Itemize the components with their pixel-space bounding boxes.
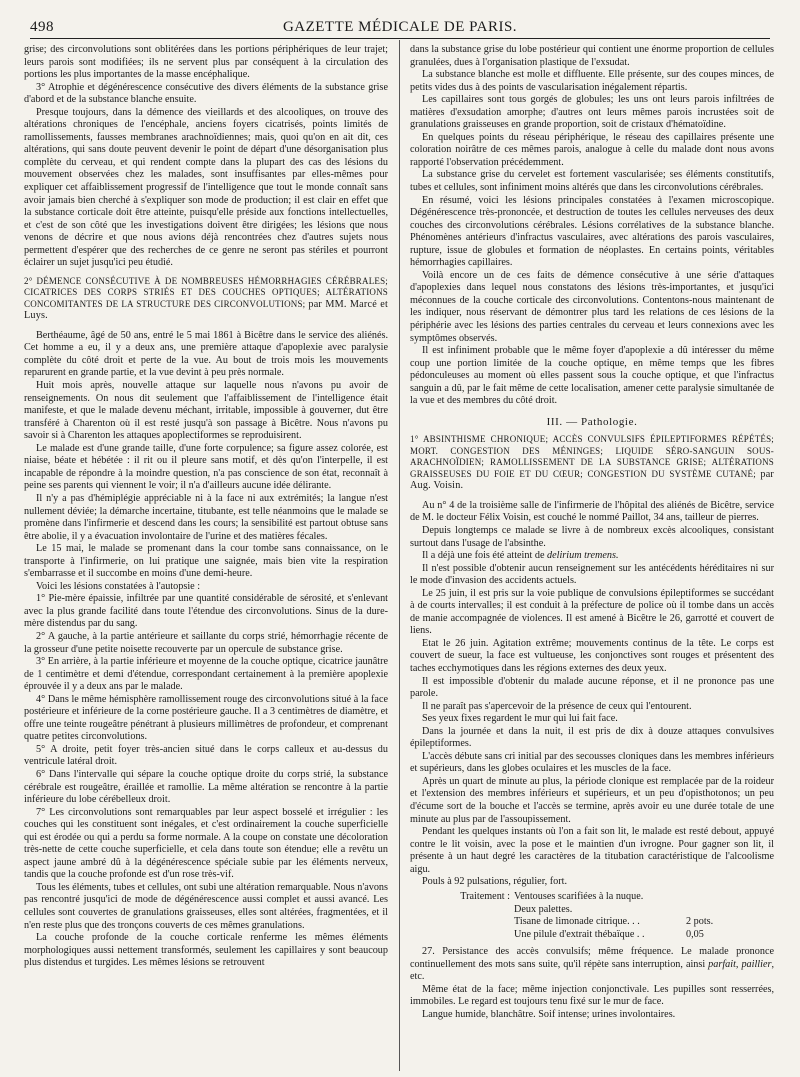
treatment-row (410, 891, 774, 904)
text-run: ainsi (685, 958, 709, 970)
treatment-label: Traitement : (460, 890, 510, 902)
paragraph: Langue humide, blanchâtre. Soif intense; urines involontaires. (422, 1008, 676, 1020)
paragraph: Presque toujours, dans la démence des vieillards et des alcooliques, on trouve des altérations chroniques de l'encéphale, anciens foyers cicatrisés, points limités de ramollissements, fausses membranes arachnoïdiennes; mais, quoi qu'on en ait dit, ces altérations, qui sans doute peuvent devenir le point de départ d'une désorganisation plus complète du cerveau, et qui rendent compte dans la plupart des cas des lésions du mouvement observées chez les malades, sont insuffisantes par elles-mêmes pour expliquer cet affaiblissement progressif de l'intelligence que tout le monde connaît sans avoir jamais bien cherché à s'expliquer son mode de production; il est clair en effet que la substance corticale doit être atteinte, puisqu'elle préside aux fonctions intellectuelles, et c'est de son côté que les investigations doivent être dirigées; les lésions que nous venons de décrire et que nous avions déjà rencontrées chez d'autres sujets nous permettent d'espérer que des recherches de ce genre ne seront pas stériles et pourront éclairer un sujet jusqu'ici peu étudié. (24, 106, 388, 269)
treatment-item: Tisane de limonade citrique. . . (514, 916, 640, 928)
treatment-dose (686, 904, 746, 917)
page-header (30, 14, 770, 39)
text-run: , etc. (410, 958, 774, 983)
paragraph: grise; des circonvolutions sont oblitérées dans les portions périphériques de leur trajet; leurs parois sont modifiées; ils ne servent plus par conséquent à la circulation des portions les plus importantes de la masse encéphalique. (24, 44, 388, 81)
paragraph: Au n° 4 de la troisième salle de l'infirmerie de l'hôpital des aliénés de Bicêtre, service de M. le docteur Félix Voisin, est couché le nommé Paillot, 34 ans, tailleur de pierres. (410, 499, 774, 524)
text-run: , (735, 958, 742, 970)
paragraph: dans la substance grise du lobe postérieur qui contient une énorme proportion de cellules granulées, dues à l'organisation plastique de l'exsudat. (410, 44, 774, 68)
paragraph: Il n'est possible d'obtenir aucun renseignement sur les antécédents héréditaires ni sur le mode d'invasion des accidents actuels. (410, 562, 774, 587)
section-title-text: 1° ABSINTHISME CHRONIQUE; ACCÈS CONVULSIFS ÉPILEPTIFORMES RÉPÉTÉS; MORT. CONGESTION DES MÉNINGES; LIQUIDE SÉRO-SANGUIN SOUS-ARACHNOÏDIEN; RAMOLLISSEMENT DE LA SUBSTANCE GRISE; ALTÉRATIONS GRAISSEUSES DU FOIE ET DU CŒUR; CONGESTION DU SYSTÈME CUTANÉ; (410, 434, 774, 479)
paragraph: Les capillaires sont tous gorgés de globules; les uns ont leurs parois infiltrées de matières d'exsudation amorphe; d'autres ont leurs mêmes parois incrustées soit de granulations graisseuses en grande proportion, soit de cristaux d'hématoïdine. (410, 94, 774, 131)
paragraph: La substance blanche est molle et diffluente. Elle présente, sur des coupes minces, de petits vides dus à des points de vascularisation inégalement répartis. (410, 69, 774, 93)
paragraph: Il est infiniment probable que le même foyer d'apoplexie a dû intéresser du même coup une portion limitée de la couche optique, en même temps que les fibres pédonculeuses au moment où elles passent sous la couche optique, et que l'infractus sanguin a dû, par le fait même de cette localisation, amener cette paralysie simultanée de la vue et des membres du côté droit. (410, 345, 774, 407)
page-number: 498 (30, 19, 54, 35)
paragraph: Le 15 mai, le malade se promenant dans la cour tombe sans connaissance, on le transporte à l'infirmerie, on lui pratique une saignée, mais bien vite la respiration s'embarrasse et il succombe en moins d'une demi-heure. (24, 543, 388, 580)
treatment-item: Une pilule d'extrait thébaïque . . (514, 929, 645, 941)
paragraph: Pouls à 92 pulsations, régulier, fort. (422, 876, 568, 888)
paragraph: Il ne paraît pas s'apercevoir de la présence de ceux qui l'entourent. (422, 700, 692, 712)
section-title-text: 2° DÉMENCE CONSÉCUTIVE À DE NOMBREUSES HÉMORRHAGIES CÉRÉBRALES; CICATRICES DES CORPS STRIÉS ET DES COUCHES OPTIQUES; ALTÉRATIONS CONCOMITANTES DE LA STRUCTURE DES CIRCONVOLUTIONS; (24, 275, 388, 309)
italic-term: parfait (708, 958, 736, 970)
paragraph: Depuis longtemps ce malade se livre à de nombreux excès alcooliques, consistant surtout dans l'usage de l'absinthe. (410, 525, 774, 549)
paragraph: En quelques points du réseau périphérique, le réseau des capillaires présente une coloration noirâtre de ces mêmes parois, analogue à celle du malade dont nous avons rapporté l'observation précédemment. (410, 131, 774, 168)
paragraph: Il n'y a pas d'hémiplégie appréciable ni à la face ni aux extrémités; la langue n'est nullement déviée; la démarche incertaine, titubante, est telle néanmoins que le malade se promène dans l'infirmerie et descend dans les cours; la sensibilité est partout obtuse sans être abolie, il y a évacuation involontaire de l'urine et des matières fécales. (24, 492, 388, 542)
paragraph (410, 946, 774, 984)
section-author: par Aug. Voisin. (410, 468, 774, 492)
paragraph: Le 25 juin, il est pris sur la voie publique de convulsions épileptiformes se succédant à de courts intervalles; il est conduit à la préfecture de police où il tombe dans un accès de manie accompagnée de violences. Il est amené à Bicêtre le 26, garrotté et couvert de liens. (410, 587, 774, 637)
paragraph: 2° A gauche, à la partie antérieure et saillante du corps strié, hémorrhagie récente de la grosseur d'une petite noisette recouverte par un opercule de substance grise. (24, 630, 388, 655)
paragraph: Tous les éléments, tubes et cellules, ont subi une altération remarquable. Nous n'avons pas rencontré jusqu'ici de mode de dégénérescence aussi complet et aussi avancé. Les cellules sont couvertes de granulations graisseuses, elles sont altérées, fragmentées, et il n'en reste plus que des tronçons couverts de ces mêmes granulations. (24, 881, 388, 931)
paragraph: 3° Atrophie et dégénérescence consécutive des divers éléments de la substance grise d'abord et de la substance blanche ensuite. (24, 81, 388, 106)
treatment-dose: 0,05 (686, 929, 704, 941)
column-divider (399, 40, 400, 1071)
paragraph: Le malade est d'une grande taille, d'une forte corpulence; sa figure assez colorée, est niaise, béate et hébétée : il rit ou il pleure sans motif, et dès qu'on l'interpelle, il est incapable de répondre à la moindre question, n'a pas conscience de son état, reconnaît à peine ses parents qui viennent le voir; il n'a d'ailleurs aucune idée délirante. (24, 442, 388, 492)
paragraph: 4° Dans le même hémisphère ramollissement rouge des circonvolutions situé à la face postérieure et inférieure de la corne postérieure gauche. Il a 3 centimètres de diamètre, et offre une teinte rougeâtre pénétrant à plusieurs millimètres de profondeur, et comprenant quatre petites circonvolutions. (24, 693, 388, 743)
treatment-row (410, 904, 774, 917)
paragraph (410, 550, 774, 563)
treatment-dose (686, 891, 746, 904)
paragraph: Après un quart de minute au plus, la période clonique est remplacée par de la roideur et l'extension des membres inférieurs et supérieurs, et un peu d'opisthotonos; un peu d'écume sort de la bouche et l'accès se termine, après avoir eu une durée totale de une minute au plus par de l'assoupissement. (410, 775, 774, 825)
paragraph: Dans la journée et dans la nuit, il est pris de dix à douze attaques convulsives épileptiformes. (410, 725, 774, 750)
paragraph: La couche profonde de la couche corticale renferme les mêmes éléments morphologiques aussi nettement transformés, seulement les capillaires y sont beaucoup plus distendus et turgides. Les mêmes lésions se retrouvent (24, 932, 388, 969)
text-run: 27. Persistance des accès convulsifs; même fréquence. Le malade prononce continuellement des mots sans suite, qu'il répète sans interruption, (410, 946, 774, 970)
left-column (24, 44, 388, 1071)
paragraph: Berthéaume, âgé de 50 ans, entré le 5 mai 1861 à Bicêtre dans le service des aliénés. Cet homme a eu, il y a deux ans, une première attaque d'apoplexie avec paralysie complète du côté droit et perte de la vue. Au bout de trois mois les mouvements reparurent en grande partie, et la vue devint à peu près normale. (24, 329, 388, 379)
italic-term: delirium tremens. (547, 550, 619, 562)
paragraph: Il est impossible d'obtenir du malade aucune réponse, et il ne prononce pas une parole. (410, 675, 774, 700)
paragraph: 5° A droite, petit foyer très-ancien situé dans le corps calleux et au-dessus du ventricule latéral droit. (24, 743, 388, 768)
paragraph: Pendant les quelques instants où l'on a fait son lit, le malade est resté debout, appuyé contre le lit voisin, avec la pose et le maintien d'un ivrogne. Pour gagner son lit, il présente à un haut degré les caractères de la titubation caractéristique de l'alcoolisme aigu. (410, 826, 774, 875)
section-author: par MM. Marcé et Luys. (24, 298, 388, 322)
italic-term: paillier (741, 958, 772, 970)
paragraph: Huit mois après, nouvelle attaque sur laquelle nous n'avons pu avoir de renseignements. On nous dit seulement que l'affaiblissement de l'intelligence était manifeste, et que le malade devenu méchant, irritable, impossible à gouverner, dut être transféré à Charenton où il est resté jusqu'à son passage à Bicêtre. Nous n'avons pu savoir si à Charenton les attaques apoplectiformes se reproduisirent. (24, 380, 388, 442)
text-run: Il a déjà une fois été atteint de (422, 550, 548, 562)
paragraph: Etat le 26 juin. Agitation extrême; mouvements continus de la tête. Le corps est couvert de sueur, la face est vultueuse, les conjonctives sont rouges et présentent des taches ecchymotiques dans les régions externes des deux yeux. (410, 637, 774, 675)
treatment-item: Ventouses scarifiées à la nuque. (514, 890, 644, 902)
paragraph: 1° Pie-mère épaissie, infiltrée par une quantité considérable de sérosité, et s'enlevant avec la plus grande facilité dans toute l'étendue des circonvolutions. Sinus de la dure-mère distendus par du sang. (24, 593, 388, 630)
section-heading: III. — Pathologie. (546, 415, 638, 428)
paragraph: Voilà encore un de ces faits de démence consécutive à une série d'attaques d'apoplexies dans lequel nous constatons des lésions très-importantes, et jusqu'ici méconnues de la couche corticale des circonvolutions. Contentons-nous maintenant de les indiquer, nous réservant de démontrer plus tard les relations de ces lésions de la périphérie avec les lésions des parties centrales du cerveau et leurs connexions avec les symptômes observés. (410, 269, 774, 344)
treatment-item: Deux palettes. (514, 903, 573, 915)
paragraph: 7° Les circonvolutions sont remarquables par leur aspect bosselé et irrégulier : les couches qui les constituent sont inégales, et c'est ordinairement la couche superficielle qui est érodée ou qui a perdu sa forme normale. A la coupe on constate une décoloration très-nette de cette couche superficielle, et cela dans toute son étendue; elle a revêtu un aspect jaune ambré dû à la dégénérescence spéciale subie par les éléments nerveux, tandis que la couche profonde est d'un rose très-vif. (24, 806, 388, 881)
journal-title: GAZETTE MÉDICALE DE PARIS. (282, 19, 518, 35)
treatment-block (410, 891, 774, 942)
treatment-row (410, 929, 774, 942)
treatment-row (410, 916, 774, 929)
paragraph: Ses yeux fixes regardent le mur qui lui fait face. (422, 713, 618, 725)
paragraph: Voici les lésions constatées à l'autopsie : (36, 580, 201, 592)
paragraph: En résumé, voici les lésions principales constatées à l'examen microscopique. Dégénérescence très-prononcée, et destruction de toutes les cellules nerveuses des deux couches des circonvolutions cérébrales. Lésions corrélatives de la substance blanche. Phénomènes antérieurs d'infractus vasculaires, avec altérations des parois vasculaires, rupture, issue de globules et formation de néoplastes. En certains points, véritables hémorrhagies capillaires. (410, 194, 774, 269)
section-title (410, 434, 774, 492)
paragraph: 6° Dans l'intervalle qui sépare la couche optique droite du corps strié, la substance cérébrale est rougeâtre, éraillée et ramollie. La même altération se rencontre à la partie inférieure du lobe cérébelleux droit. (24, 768, 388, 806)
paragraph: 3° En arrière, à la partie inférieure et moyenne de la couche optique, cicatrice jaunâtre de 1 centimètre et demi d'étendue, correspondant certainement à la première apoplexie éprouvée il y a deux ans par le malade. (24, 656, 388, 693)
treatment-dose: 2 pots. (686, 916, 714, 928)
paragraph: L'accès débute sans cri initial par des secousses cloniques dans les membres inférieurs et supérieurs, dans les globes oculaires et les muscles de la face. (410, 750, 774, 775)
paragraph: La substance grise du cervelet est fortement vascularisée; ses éléments constitutifs, tubes et cellules, sont infiniment moins altérés que dans les circonvolutions cérébrales. (410, 169, 774, 194)
right-column (410, 44, 774, 1071)
paragraph: Même état de la face; même injection conjonctivale. Les pupilles sont resserrées, immobiles. Le regard est toujours tenu fixé sur le mur de face. (410, 983, 774, 1008)
section-title (24, 276, 388, 322)
